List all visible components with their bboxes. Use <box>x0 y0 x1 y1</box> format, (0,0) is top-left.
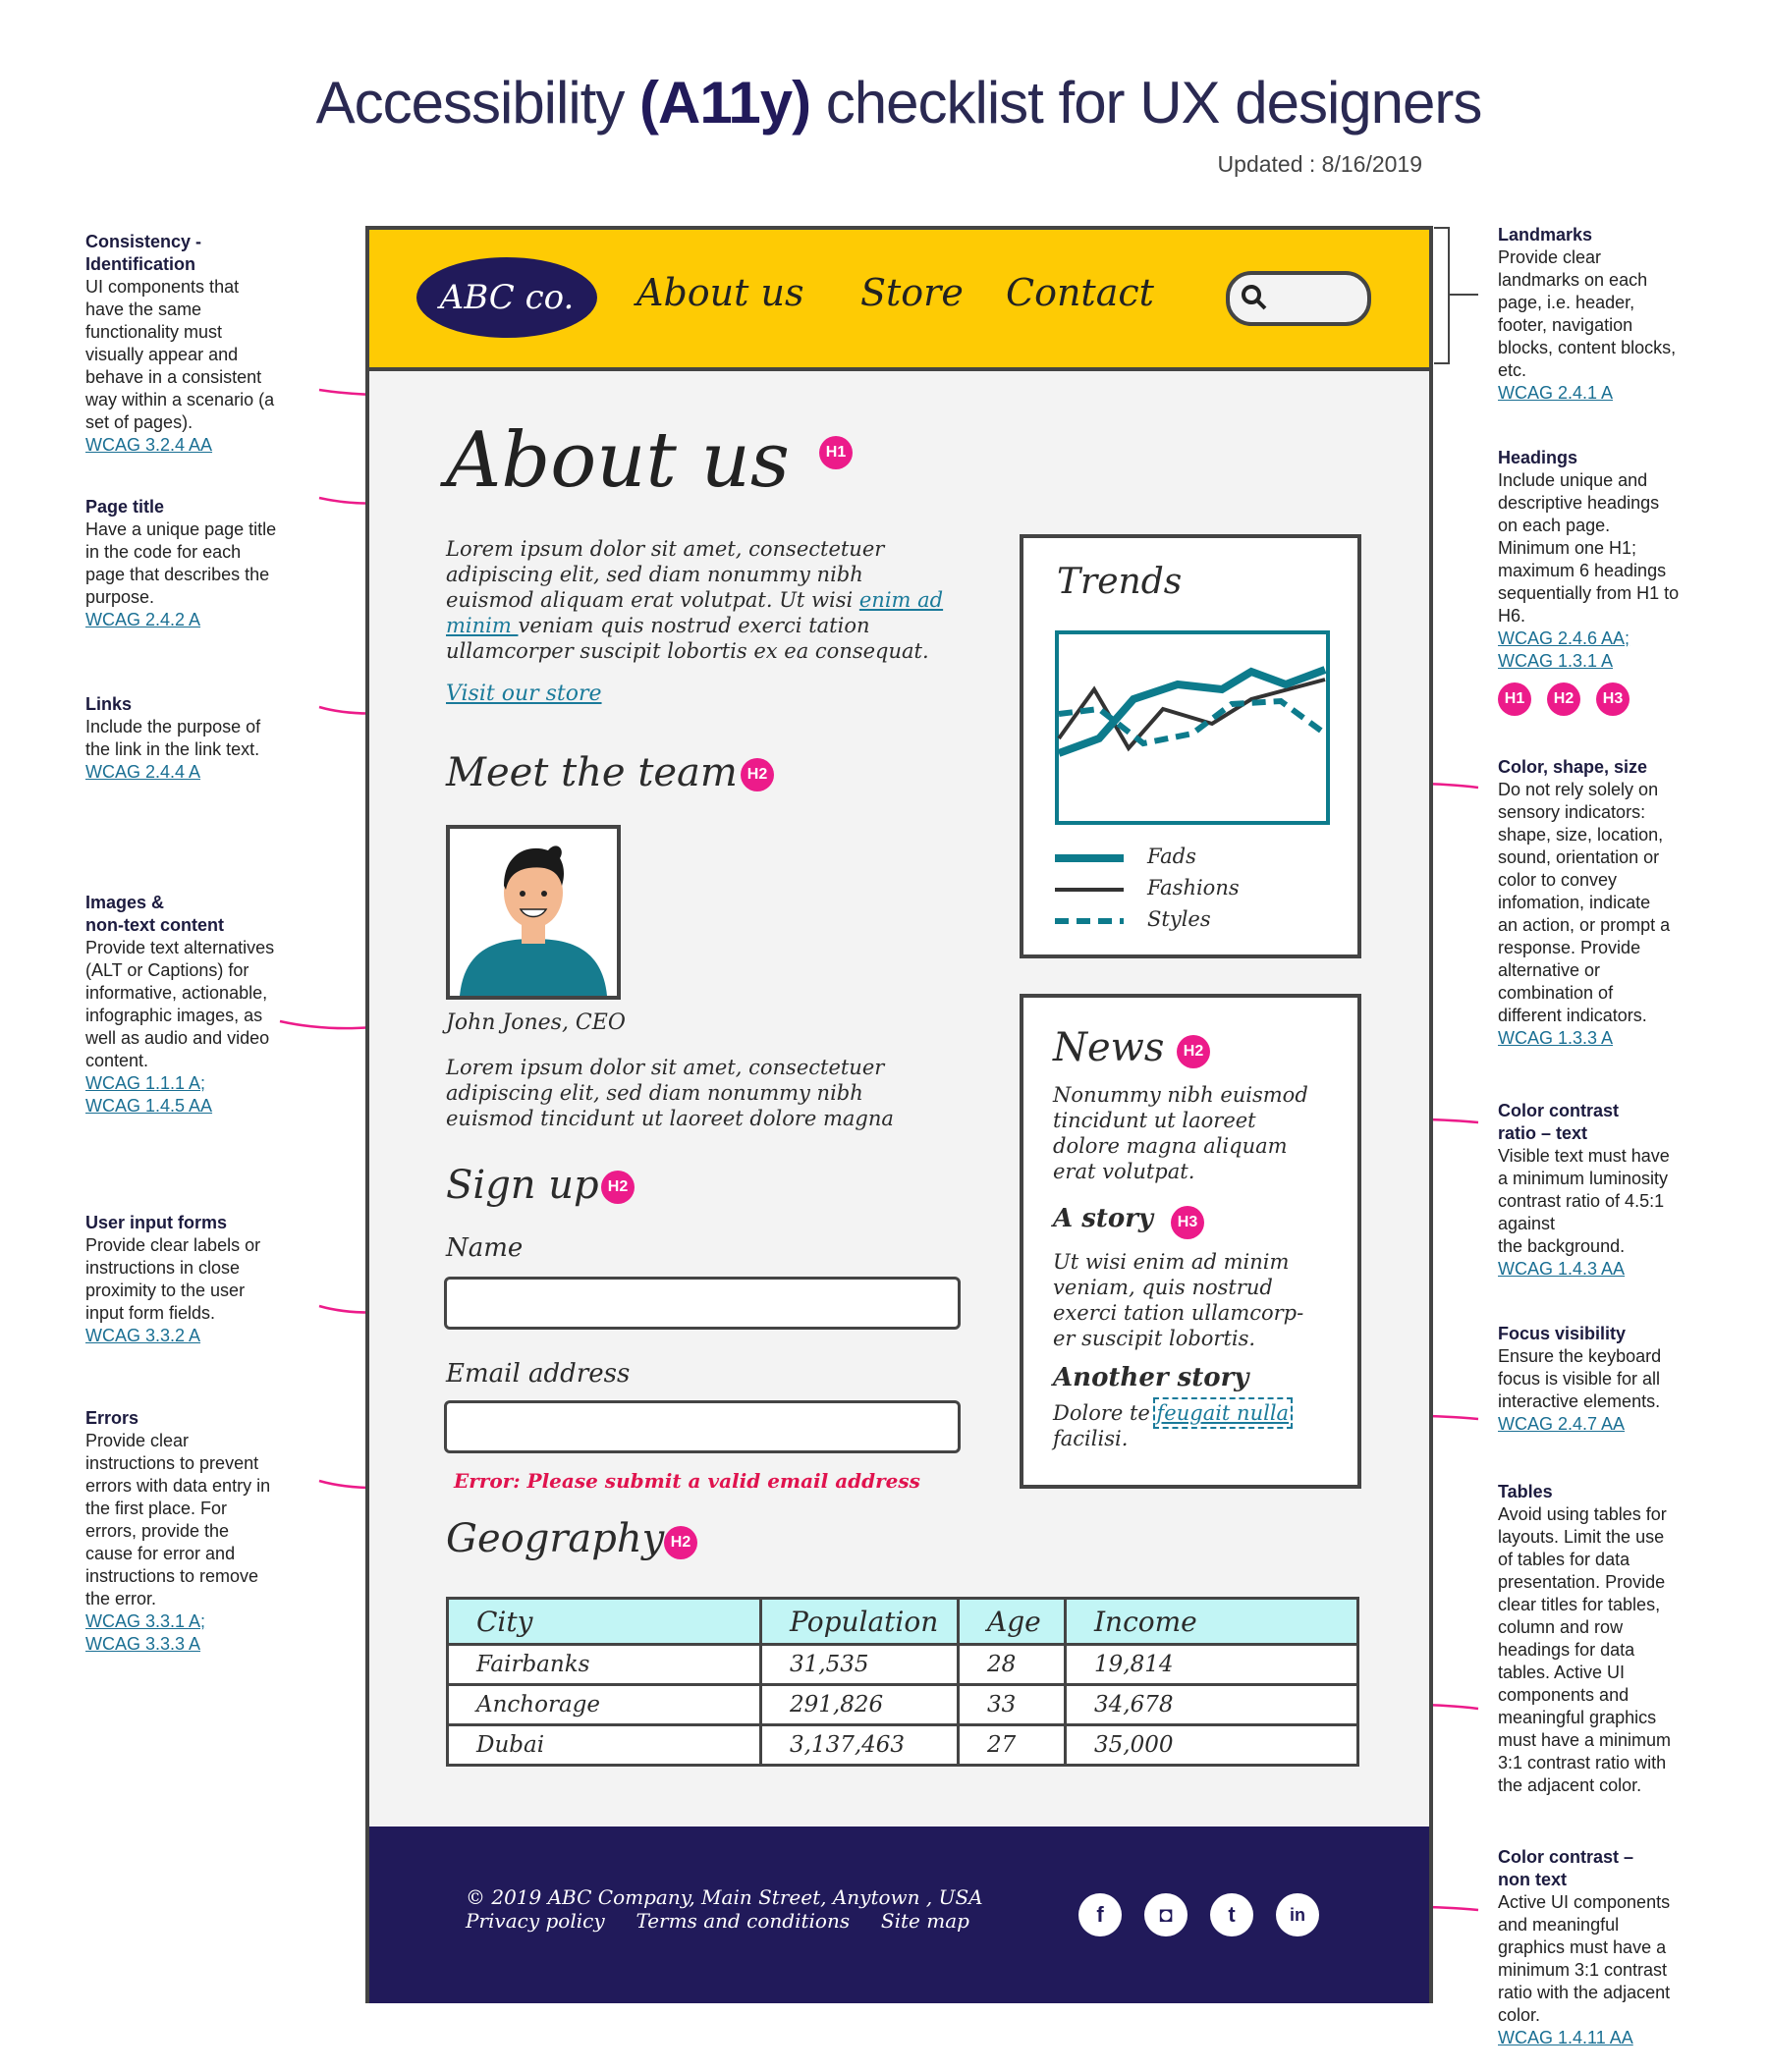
note-title: Landmarks <box>1498 225 1593 245</box>
facebook-icon[interactable]: f <box>1078 1893 1122 1936</box>
trends-title: Trends <box>1057 562 1183 602</box>
wcag-link[interactable]: WCAG 1.3.1 A <box>1498 651 1614 671</box>
footer-links <box>466 1909 969 1933</box>
table-cell: Dubai <box>448 1725 761 1766</box>
note-title: Tables <box>1498 1482 1553 1501</box>
name-input[interactable] <box>444 1277 961 1330</box>
note-body: Provide clear instructions to prevent errors with data entry in the first place. For errors, provide the cause for error and instructions to remove the error. <box>85 1431 271 1609</box>
column-header: Income <box>1066 1599 1358 1645</box>
wcag-link[interactable]: WCAG 3.3.1 A; <box>85 1611 206 1631</box>
person-avatar-icon <box>450 829 617 996</box>
note-title: Color contrast – non text <box>1498 1847 1634 1889</box>
story-heading: A story <box>1053 1204 1154 1233</box>
wcag-link[interactable]: WCAG 1.4.11 AA <box>1498 2028 1633 2047</box>
another-story-heading: Another story <box>1053 1363 1249 1392</box>
nav-store[interactable]: Store <box>860 271 964 314</box>
table-header-row <box>448 1599 1358 1645</box>
wcag-link[interactable]: WCAG 2.4.7 AA <box>1498 1414 1626 1434</box>
email-input[interactable] <box>444 1400 961 1453</box>
h2-tag: H2 <box>1177 1035 1210 1068</box>
table-cell: 33 <box>959 1685 1066 1725</box>
h2-tag: H2 <box>1547 682 1580 716</box>
team-photo <box>446 825 621 1000</box>
search-input[interactable] <box>1226 271 1371 326</box>
note-body: Provide text alternatives (ALT or Captions) for informative, actionable, infographic images, as well as audio and video content. <box>85 938 275 1070</box>
wcag-link[interactable]: WCAG 3.3.3 A <box>85 1634 201 1654</box>
news-panel <box>1020 994 1361 1489</box>
note-body: UI components that have the same functionality must visually appear and behave in a consistent way within a scenario (a set of pages). <box>85 277 275 432</box>
intro-paragraph: Lorem ipsum dolor sit amet, consectetuer adipiscing elit, sed diam nonummy nibh euismod aliquam erat volutpat. Ut wisi enim ad minim veniam quis nostrud exerci tation ullamcorper suscipit lobortis ex ea consequat. <box>446 537 944 663</box>
note-title: Focus visibility <box>1498 1324 1627 1343</box>
team-photo-caption: John Jones, CEO <box>446 1010 626 1035</box>
note-body: Avoid using tables for layouts. Limit the use of tables for data presentation. Provide clear titles for tables, column and row headings for data tables. Active UI components and meaningful graphics must have a minimum 3:1 contrast ratio with the adjacent color. <box>1498 1504 1672 1795</box>
note-title: Color contrast ratio – text <box>1498 1101 1620 1143</box>
news-body: Nonummy nibh euismod tincidunt ut laoreet dolore magna aliquam erat volutpat. <box>1053 1083 1308 1183</box>
table-row <box>448 1645 1358 1685</box>
h3-tag: H3 <box>1596 682 1630 716</box>
wcag-link[interactable]: WCAG 2.4.2 A <box>85 610 201 629</box>
search-icon <box>1240 283 1269 312</box>
h3-tag: H3 <box>1171 1206 1204 1239</box>
email-label: Email address <box>446 1359 631 1389</box>
note-title: Links <box>85 694 133 714</box>
note-body: Provide clear landmarks on each page, i.e. header, footer, navigation blocks, content blocks, etc. <box>1498 247 1677 380</box>
h2-tag: H2 <box>664 1526 697 1559</box>
table-cell: 31,535 <box>761 1645 959 1685</box>
note-body: Ensure the keyboard focus is visible for all interactive elements. <box>1498 1346 1662 1411</box>
footer-address: © 2019 ABC Company, Main Street, Anytown , USA <box>466 1885 983 1909</box>
h2-tag: H2 <box>741 758 774 791</box>
team-bio: Lorem ipsum dolor sit amet, consectetuer adipiscing elit, sed diam nonummy nibh euismod tincidunt ut laoreet dolore magna <box>446 1056 894 1130</box>
note-body: Visible text must have a minimum luminosity contrast ratio of 4.5:1 against the background. <box>1498 1146 1670 1256</box>
page-title: Accessibility (A11y) checklist for UX designers <box>315 70 1482 136</box>
geography-table <box>446 1597 1359 1767</box>
wcag-link[interactable]: WCAG 2.4.1 A <box>1498 383 1614 403</box>
note-title: Images & non-text content <box>85 893 224 935</box>
h1-tag: H1 <box>1498 682 1531 716</box>
note-title: Errors <box>85 1408 139 1428</box>
site-footer <box>369 1827 1429 2003</box>
email-error-message: Error: Please submit a valid email address <box>454 1469 920 1493</box>
legend-fads: Fads <box>1147 845 1196 868</box>
trends-panel <box>1020 534 1361 958</box>
nav-contact[interactable]: Contact <box>1006 271 1154 314</box>
table-row <box>448 1725 1358 1766</box>
table-cell: 291,826 <box>761 1685 959 1725</box>
note-body: Provide clear labels or instructions in close proximity to the user input form fields. <box>85 1235 261 1323</box>
terms-link[interactable]: Terms and conditions <box>635 1909 851 1933</box>
intro-inline-link[interactable]: enim ad minim <box>446 588 944 637</box>
table-cell: 19,814 <box>1066 1645 1358 1685</box>
logo[interactable]: ABC co. <box>416 257 597 338</box>
instagram-icon[interactable]: ◘ <box>1144 1893 1188 1936</box>
table-cell: 3,137,463 <box>761 1725 959 1766</box>
privacy-policy-link[interactable]: Privacy policy <box>466 1909 605 1933</box>
name-label: Name <box>446 1233 524 1263</box>
trends-line-chart <box>1055 630 1332 827</box>
note-body: Include the purpose of the link in the link text. <box>85 717 261 759</box>
wcag-link[interactable]: WCAG 2.4.6 AA; <box>1498 628 1630 648</box>
visit-store-link[interactable]: Visit our store <box>446 682 602 706</box>
site-header <box>369 230 1429 371</box>
table-cell: Fairbanks <box>448 1645 761 1685</box>
note-title: Page title <box>85 497 165 517</box>
note-title: Headings <box>1498 448 1578 467</box>
table-cell: 34,678 <box>1066 1685 1358 1725</box>
table-cell: 28 <box>959 1645 1066 1685</box>
website-wireframe <box>365 226 1433 2003</box>
wcag-link[interactable]: WCAG 1.4.3 AA <box>1498 1259 1626 1279</box>
news-heading: News <box>1053 1025 1165 1070</box>
wcag-link[interactable]: WCAG 3.3.2 A <box>85 1326 201 1345</box>
note-body: Active UI components and meaningful graphics must have a minimum 3:1 contrast ratio with the adjacent color. <box>1498 1892 1671 2025</box>
legend-fashions: Fashions <box>1147 876 1240 900</box>
note-title: Color, shape, size <box>1498 757 1648 777</box>
h1-tag: H1 <box>819 436 853 469</box>
wcag-link[interactable]: WCAG 3.2.4 AA <box>85 435 213 455</box>
wcag-link[interactable]: WCAG 1.3.3 A <box>1498 1028 1614 1048</box>
note-body: Do not rely solely on sensory indicators: shape, size, location, sound, orientation or color to convey infomation, indicate an action, or prompt a response. Provide alternative or combination of different indicators. <box>1498 780 1671 1025</box>
nav-about-us[interactable]: About us <box>636 271 804 314</box>
focused-link[interactable]: feugait nulla <box>1156 1401 1290 1425</box>
wcag-link[interactable]: WCAG 1.1.1 A; <box>85 1073 206 1093</box>
table-cell: Anchorage <box>448 1685 761 1725</box>
column-header: City <box>448 1599 761 1645</box>
table-row <box>448 1685 1358 1725</box>
twitter-icon[interactable]: t <box>1210 1893 1253 1936</box>
table-cell: 27 <box>959 1725 1066 1766</box>
sign-up-heading: Sign up <box>446 1163 599 1208</box>
note-body: Have a unique page title in the code for each page that describes the purpose. <box>85 519 277 607</box>
site-map-link[interactable]: Site map <box>880 1909 969 1933</box>
another-story-body: Dolore te feugait nulla facilisi. <box>1053 1401 1290 1450</box>
wcag-link[interactable]: WCAG 2.4.4 A <box>85 762 201 782</box>
wcag-link[interactable]: WCAG 1.4.5 AA <box>85 1096 213 1116</box>
h2-tag: H2 <box>601 1171 635 1204</box>
table-cell: 35,000 <box>1066 1725 1358 1766</box>
about-us-heading: About us <box>446 416 790 505</box>
meet-the-team-heading: Meet the team <box>446 750 738 795</box>
column-header: Age <box>959 1599 1066 1645</box>
legend-styles: Styles <box>1147 907 1211 931</box>
updated-date: Updated : 8/16/2019 <box>1217 151 1422 177</box>
column-header: Population <box>761 1599 959 1645</box>
geography-heading: Geography <box>446 1516 665 1561</box>
linkedin-icon[interactable]: in <box>1276 1893 1319 1936</box>
story-body: Ut wisi enim ad minim veniam, quis nostrud exerci tation ullamcorp- er suscipit lobortis. <box>1053 1250 1304 1350</box>
note-title: Consistency - Identification <box>85 232 202 274</box>
trends-legend-swatches <box>1055 850 1133 939</box>
note-body: Include unique and descriptive headings on each page. Minimum one H1; maximum 6 headings sequentially from H1 to H6. <box>1498 470 1680 626</box>
note-title: User input forms <box>85 1213 228 1232</box>
